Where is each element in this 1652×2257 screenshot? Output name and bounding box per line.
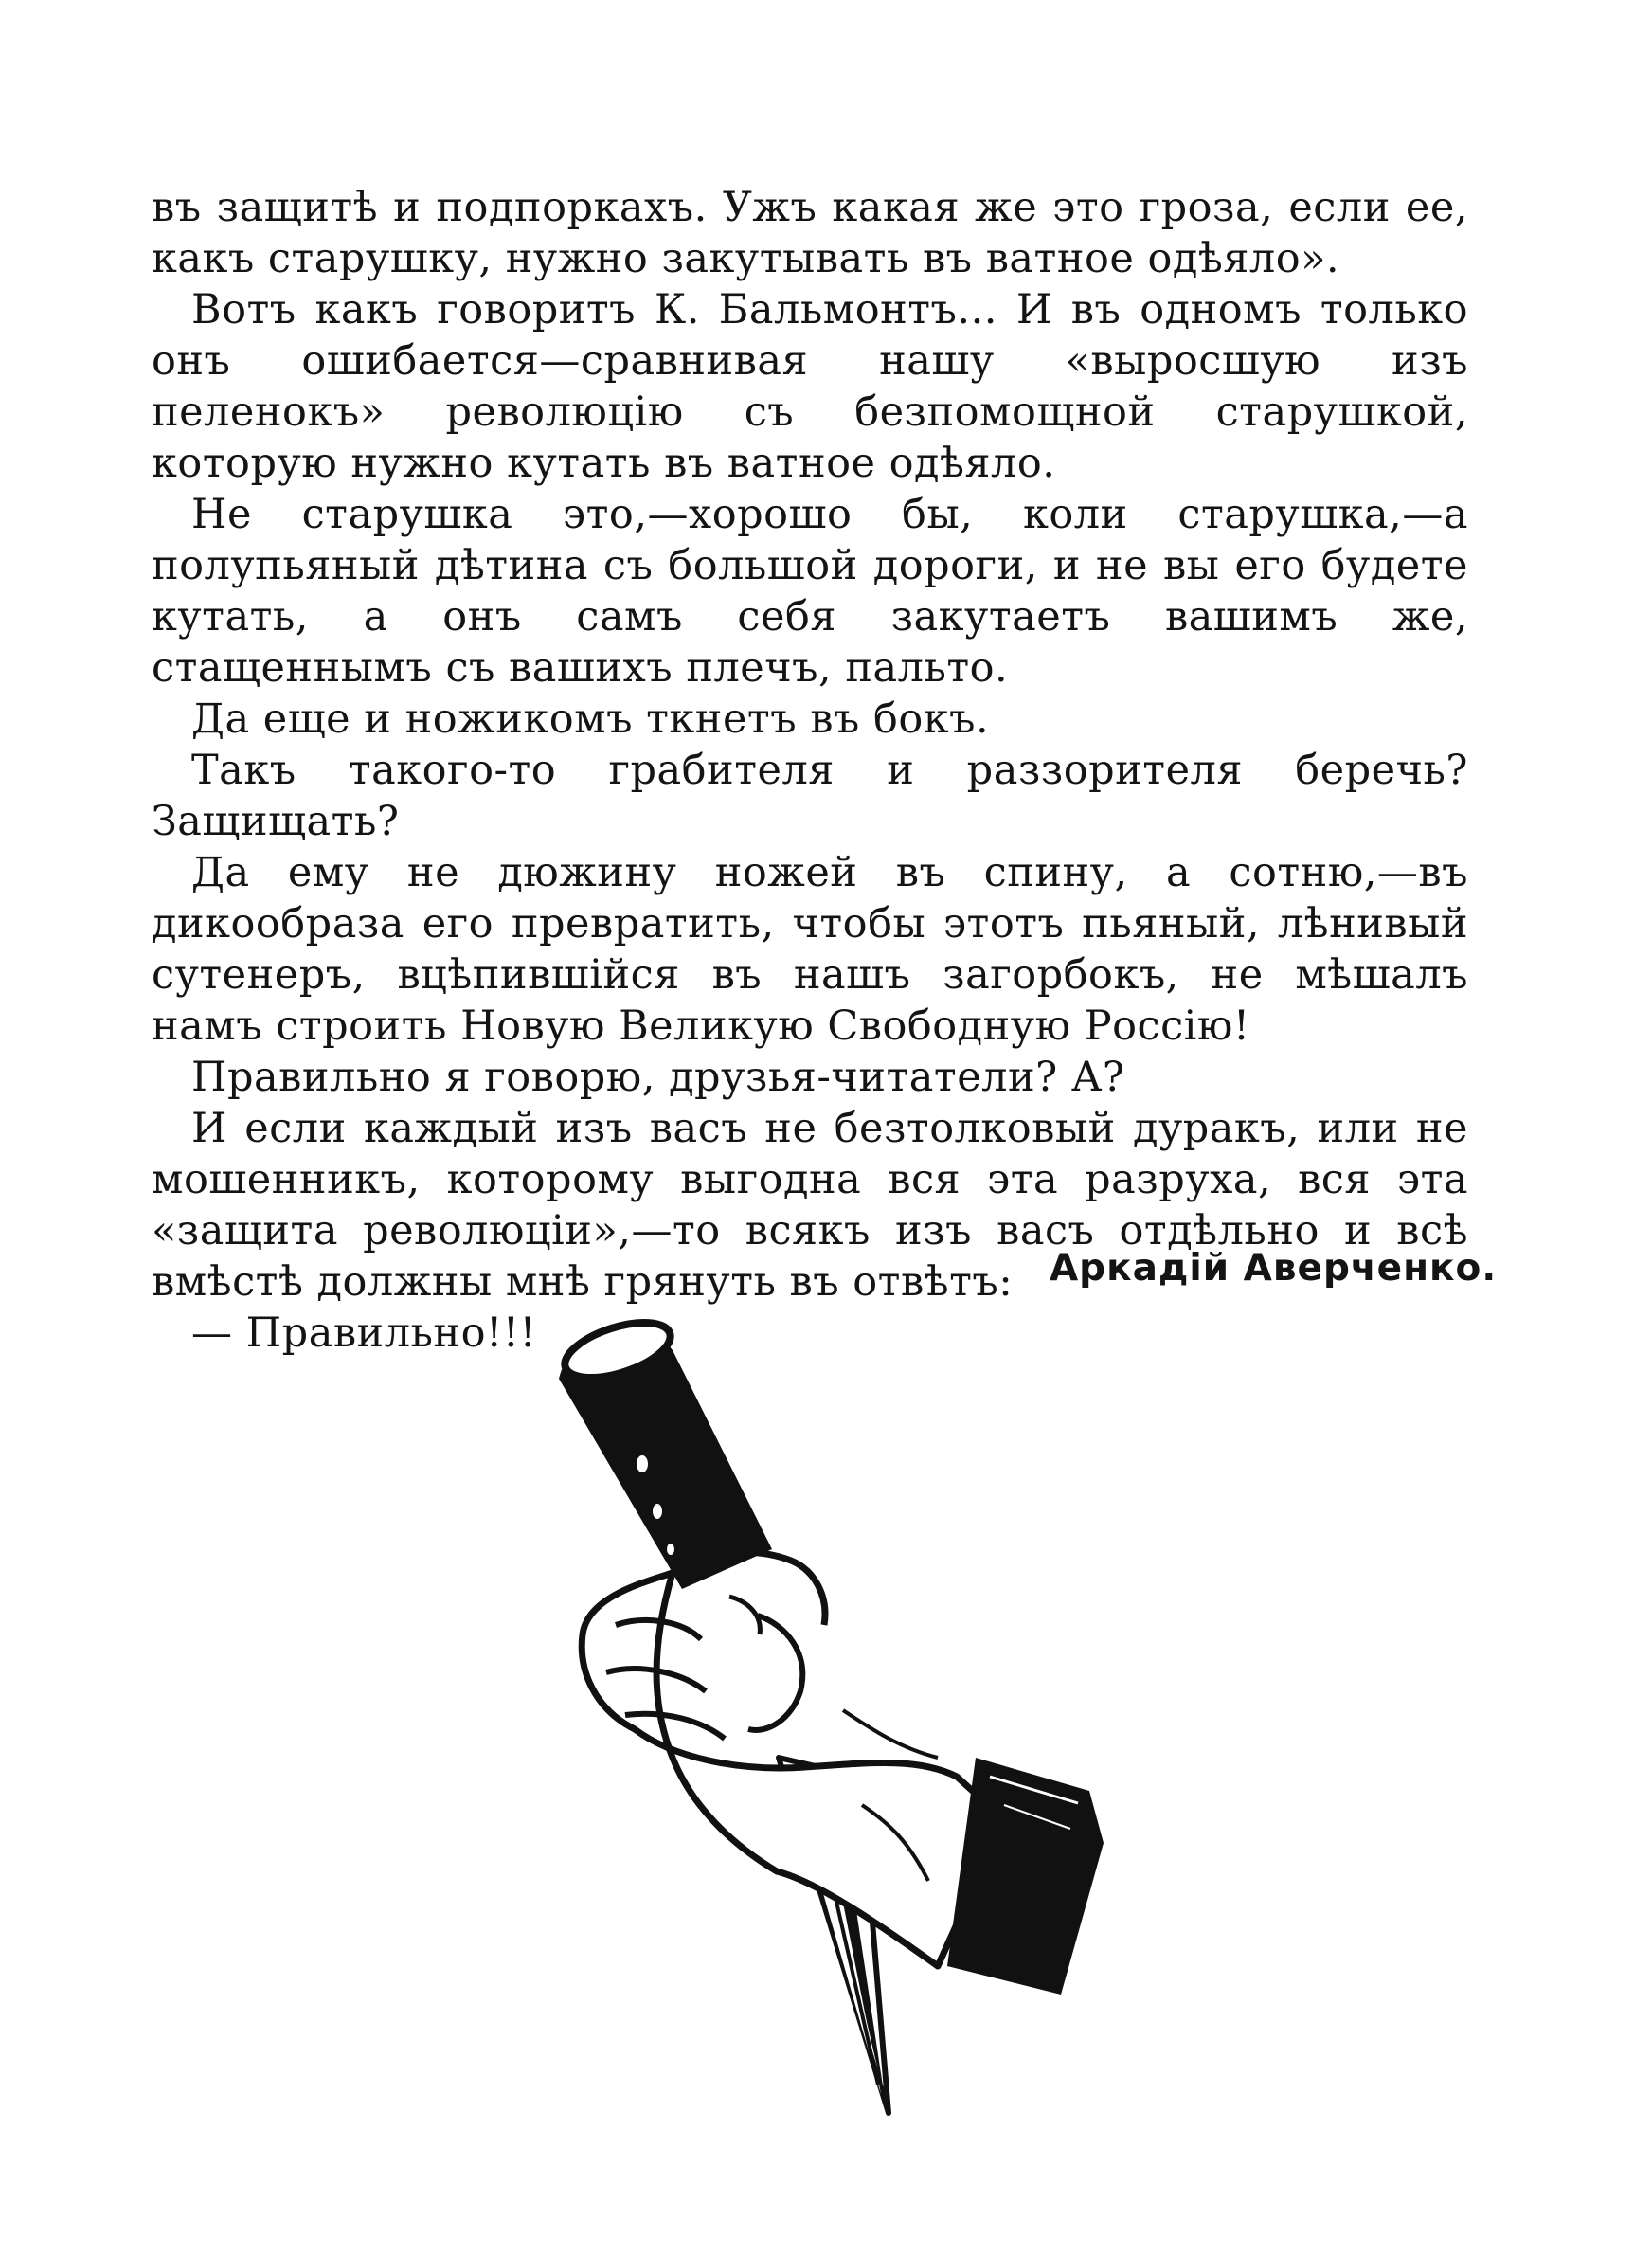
paragraph: Такъ такого-то грабителя и раззорителя беречь? Защищать? (152, 747, 1468, 845)
paragraph: Да еще и ножикомъ ткнетъ въ бокъ. (191, 695, 990, 743)
hand-holding-knife-illustration (559, 1312, 1108, 2127)
paragraph: И если каждый изъ васъ не безтолковый дуракъ, или не мошенникъ, которому выгодна вся эта разруха, вся эта «защита революціи»,—то всякъ изъ васъ отдѣльно и всѣ вмѣстѣ должны мнѣ грянуть въ отвѣтъ: (152, 1105, 1468, 1306)
paragraph: Да ему не дюжину ножей въ спину, а сотню,—въ дикообраза его превратить, чтобы этотъ пьяный, лѣнивый сутенеръ, вцѣпившійся въ нашъ загорбокъ, не мѣшалъ намъ строить Новую Великую Свободную Россію! (152, 849, 1468, 1050)
knife-handle (559, 1312, 772, 1589)
paragraph: Правильно я говорю, друзья-читатели? А? (191, 1054, 1125, 1101)
paragraph: Не старушка это,—хорошо бы, коли старушка,—а полупьяный дѣтина съ большой дороги, и не вы его будете кутать, а онъ самъ себя закутаетъ вашимъ же, стащеннымъ съ вашихъ плечъ, пальто. (152, 491, 1468, 692)
paragraph: въ защитѣ и подпоркахъ. Ужъ какая же это гроза, если ее, какъ старушку, нужно закутывать въ ватное одѣяло». (152, 184, 1468, 282)
paragraph: — Правильно!!! (191, 1309, 537, 1357)
article-body (152, 182, 1468, 1359)
author-signature: Аркадій Аверченко. (1050, 1247, 1498, 1290)
paragraph: Вотъ какъ говоритъ К. Бальмонтъ... И въ одномъ только онъ ошибается—сравнивая нашу «выросшую изъ пеленокъ» революцію съ безпомощной старушкой, которую нужно кутать въ ватное одѣяло. (152, 286, 1468, 487)
